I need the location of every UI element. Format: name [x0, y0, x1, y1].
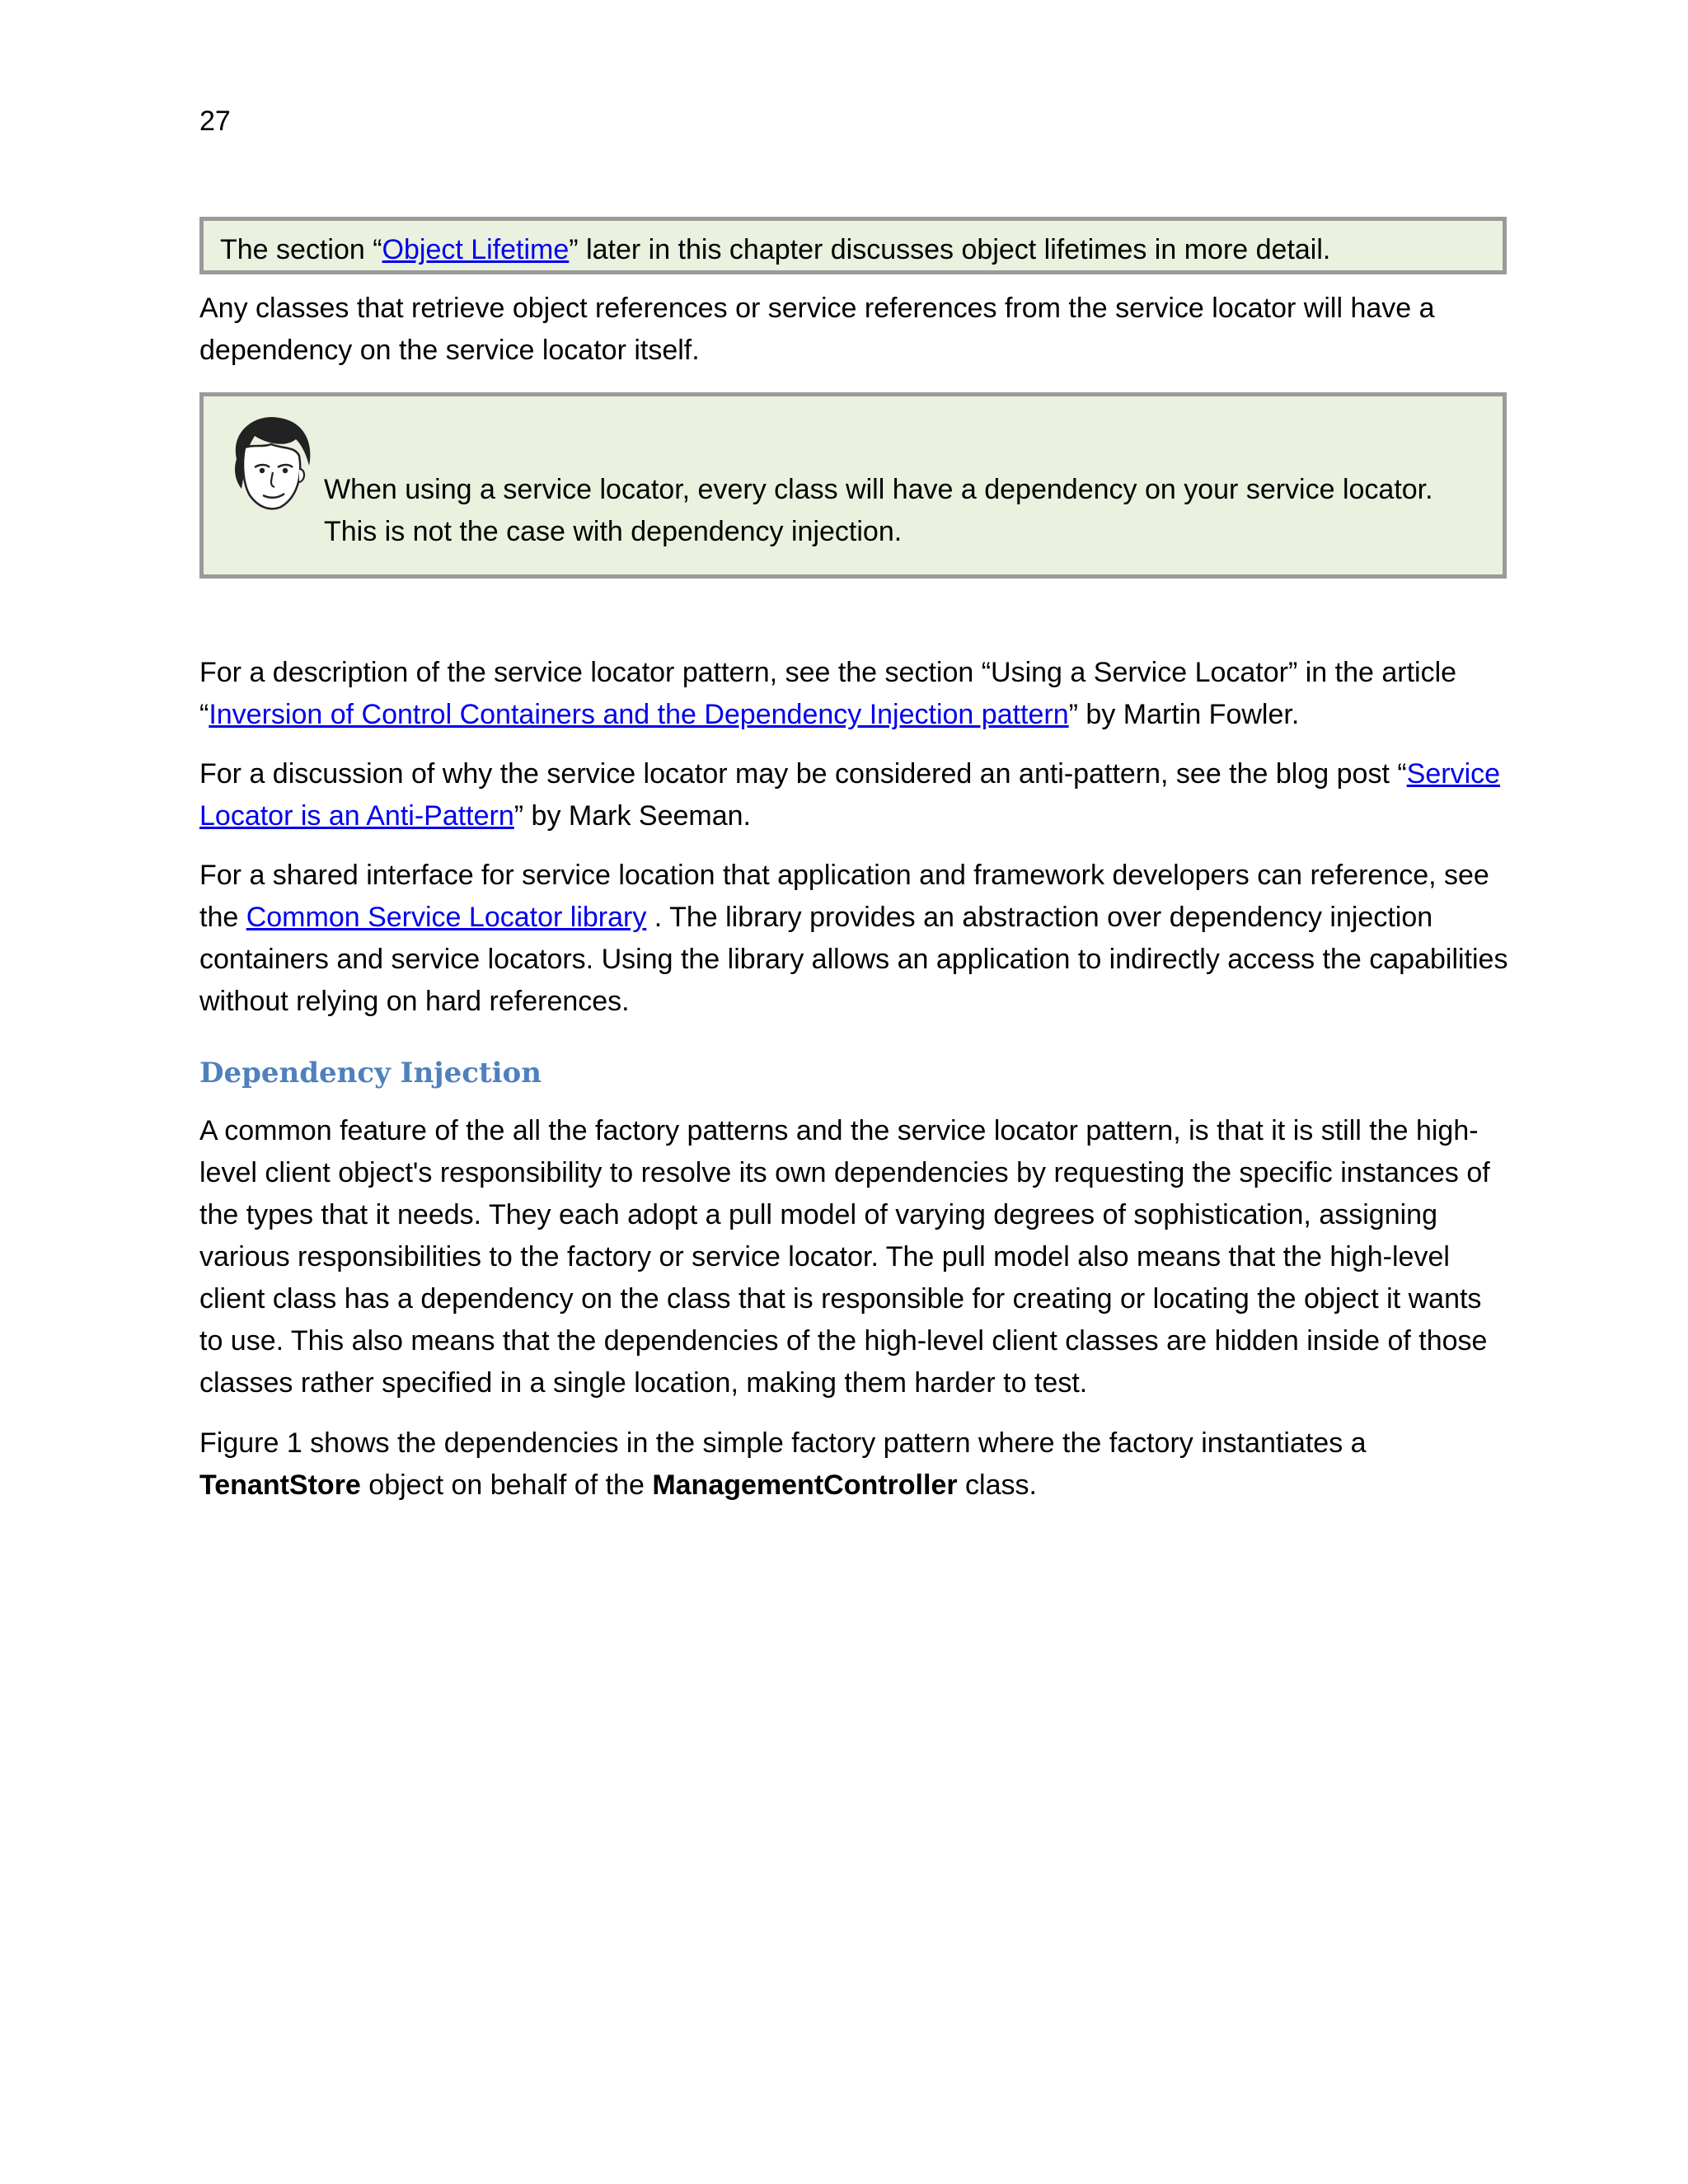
cartoon-face-icon: [220, 411, 317, 517]
paragraph-fowler-article: [199, 652, 1510, 736]
page-number: 27: [199, 105, 231, 137]
note-tip-text: When using a service locator, every class will have a dependency on your service locator. This is not the case with dependency injection.: [324, 474, 1433, 547]
para6-before: Figure 1 shows the dependencies in the simple factory pattern where the factory instantiates a: [199, 1427, 1367, 1459]
note-text-before: The section “: [220, 234, 382, 265]
para3-before: For a discussion of why the service locator may be considered an anti-pattern, see the blog post “: [199, 758, 1407, 790]
para2-before: For a description of the service locator pattern, see the section “Using a Service Locator” in the article “: [199, 657, 1457, 730]
para4-after: . The library provides an abstraction over dependency injection containers and service locators. Using the library allows an application to indirectly access the capabilities without relying on hard references.: [199, 902, 1508, 1017]
tenantstore-term: TenantStore: [199, 1469, 361, 1501]
paragraph-anti-pattern: [199, 753, 1510, 837]
para6-after: class.: [957, 1469, 1037, 1501]
note-box-dependency-tip: [199, 392, 1507, 579]
object-lifetime-link[interactable]: Object Lifetime: [382, 234, 570, 265]
note-text-after: ” later in this chapter discusses object lifetimes in more detail.: [569, 234, 1331, 265]
common-service-locator-link[interactable]: Common Service Locator library: [246, 902, 647, 933]
para3-after: ” by Mark Seeman.: [513, 800, 751, 832]
paragraph-pull-model: A common feature of the all the factory patterns and the service locator pattern, is that it is still the high-level client object's responsibility to resolve its own dependencies by requesting the specific instances of the types that it needs. They each adopt a pull model of varying degrees of sophistication, assigning various responsibilities to the factory or service locator. The pull model also means that the high-level client class has a dependency on the class that is responsible for creating or locating the object it wants to use. This also means that the dependencies of the high-level client classes are hidden inside of those classes rather specified in a single location, making them harder to test.: [199, 1115, 1490, 1399]
fowler-article-link[interactable]: Inversion of Control Containers and the Dependency Injection pattern: [209, 699, 1069, 730]
paragraph-figure-reference: [199, 1422, 1510, 1507]
para2-after: ” by Martin Fowler.: [1068, 699, 1300, 730]
managementcontroller-term: ManagementController: [652, 1469, 958, 1501]
section-heading: Dependency Injection: [199, 1057, 542, 1090]
para6-middle: object on behalf of the: [360, 1469, 653, 1501]
anti-pattern-blog-link[interactable]: Service Locator is an Anti-Pattern: [199, 758, 1501, 832]
note-box-object-lifetime: [199, 217, 1507, 274]
note-text: [220, 229, 1486, 271]
paragraph-common-service-locator: [199, 855, 1510, 1023]
paragraph-service-locator-dependency: Any classes that retrieve object references or service references from the service locator will have a dependency on the service locator itself.: [199, 293, 1435, 366]
para4-before: For a shared interface for service location that application and framework developers can reference, see the: [199, 860, 1489, 933]
